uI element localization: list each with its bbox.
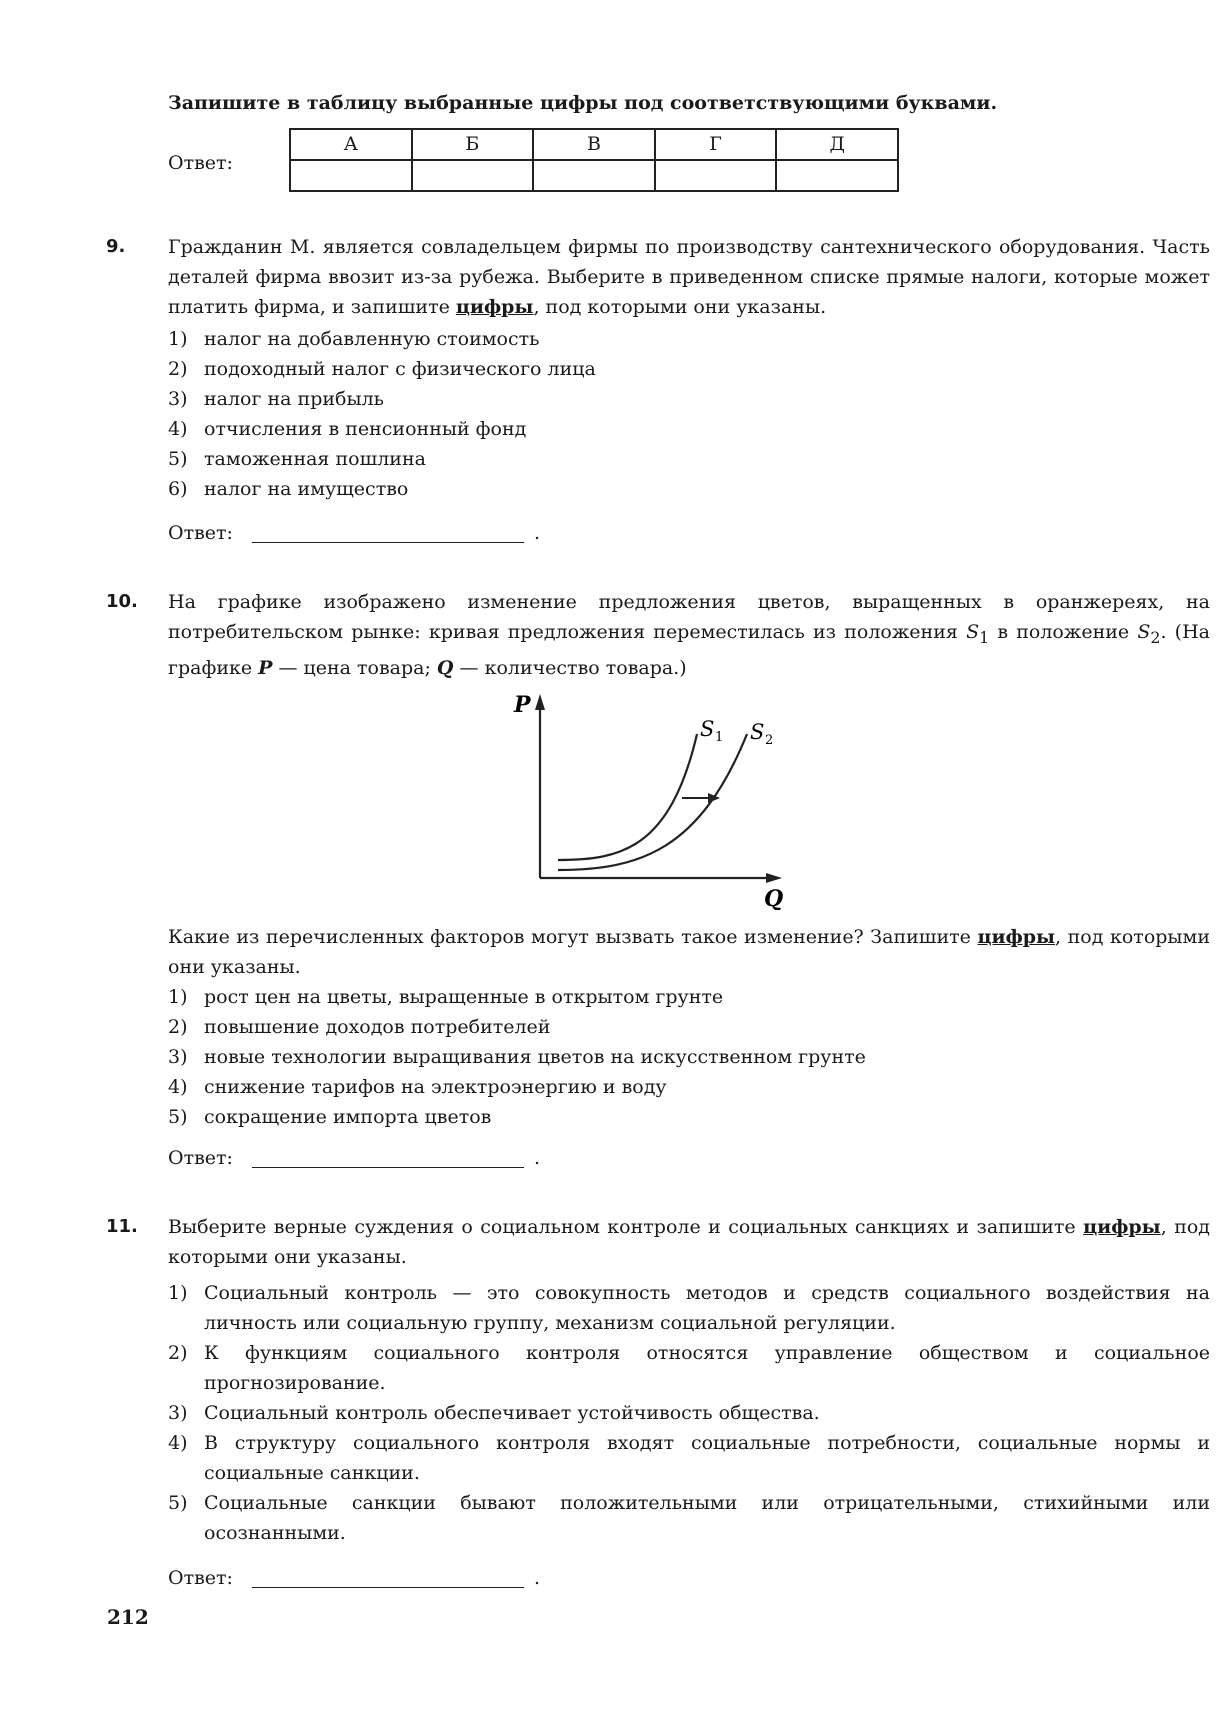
- option-number: 5): [168, 448, 188, 470]
- question-text-end: , под которыми они указаны.: [168, 1216, 1210, 1268]
- option-item: [168, 1488, 1210, 1548]
- option-number: 4): [168, 418, 188, 440]
- option-number: 4): [168, 1076, 188, 1098]
- option-number: 1): [168, 328, 188, 350]
- question-text: Гражданин М. является совладельцем фирмы по производству сантехнического оборудования. Часть деталей фирма ввозит из-за рубежа. Выберите в приведенном списке прямые налоги, которые может платить фирма, и запишите: [168, 236, 1210, 318]
- answer-field-11[interactable]: [252, 1565, 524, 1588]
- options-list: [168, 982, 1210, 1132]
- option-item: [168, 1338, 1210, 1398]
- supply-curve-s2: [558, 734, 747, 870]
- option-text: отчисления в пенсионный фонд: [204, 418, 527, 440]
- question-text-4: — цена товара;: [272, 656, 437, 679]
- option-item: [168, 324, 1210, 354]
- options-list: [168, 324, 1210, 504]
- task-number: 11.: [106, 1216, 138, 1237]
- s2-subscript: 2: [1150, 627, 1161, 647]
- answer-cell-d[interactable]: [776, 160, 898, 191]
- answer-cell-a[interactable]: [290, 160, 412, 191]
- option-item: [168, 1278, 1210, 1338]
- option-number: 1): [168, 986, 188, 1008]
- option-number: 3): [168, 1046, 188, 1068]
- answer-table: [289, 128, 899, 192]
- answer-field-10[interactable]: [252, 1145, 524, 1168]
- answer-table-header-b: Б: [412, 129, 534, 160]
- supply-shift-graph: [510, 690, 790, 910]
- table-instruction: Запишите в таблицу выбранные цифры под соответствующими буквами.: [168, 92, 998, 114]
- option-item: [168, 1042, 1210, 1072]
- answer-dot-10: .: [534, 1147, 541, 1169]
- option-item: [168, 414, 1210, 444]
- task-question: [168, 232, 1210, 322]
- option-text: Социальный контроль обеспечивает устойчивость общества.: [204, 1402, 820, 1424]
- question-text-5: — количество товара.): [453, 656, 687, 679]
- task-number: 9.: [106, 236, 126, 257]
- option-item: [168, 982, 1210, 1012]
- answer-cell-v[interactable]: [533, 160, 655, 191]
- answer-label-8: Ответ:: [168, 152, 233, 174]
- answer-field-9[interactable]: [252, 520, 524, 543]
- option-item: [168, 1398, 1210, 1428]
- option-text: таможенная пошлина: [204, 448, 426, 470]
- option-number: 3): [168, 388, 188, 410]
- answer-table-header-row: [290, 129, 898, 160]
- option-item: [168, 384, 1210, 414]
- option-item: [168, 1012, 1210, 1042]
- answer-label-9: Ответ:: [168, 522, 233, 544]
- option-item: [168, 474, 1210, 504]
- option-text: К функциям социального контроля относятся управление обществом и социальное прогнозирование.: [204, 1342, 1210, 1394]
- s1-label: S: [700, 717, 715, 741]
- option-text: сокращение импорта цветов: [204, 1106, 492, 1128]
- x-axis-arrow: [766, 873, 782, 883]
- s1-symbol: S: [966, 621, 980, 643]
- option-number: 6): [168, 478, 188, 500]
- question-text-3: . (На графике: [168, 621, 1210, 679]
- option-number: 5): [168, 1106, 188, 1128]
- answer-cell-b[interactable]: [412, 160, 534, 191]
- answer-table-header-g: Г: [655, 129, 777, 160]
- option-item: [168, 444, 1210, 474]
- supply-curve-s1: [558, 734, 697, 860]
- question-text-2: в положение: [989, 621, 1138, 643]
- option-text: повышение доходов потребителей: [204, 1016, 551, 1038]
- option-text: снижение тарифов на электроэнергию и воду: [204, 1076, 667, 1098]
- y-axis-label: P: [514, 692, 531, 718]
- page-number: 212: [107, 1605, 149, 1629]
- answer-table-input-row: [290, 160, 898, 191]
- option-text: подоходный налог с физического лица: [204, 358, 596, 380]
- s1-label-sub: 1: [715, 730, 724, 745]
- question-text: Выберите верные суждения о социальном контроле и социальных санкциях и запишите: [168, 1216, 1084, 1238]
- task-number: 10.: [106, 591, 138, 612]
- option-item: [168, 1428, 1210, 1488]
- option-number: 2): [168, 1342, 188, 1364]
- answer-cell-g[interactable]: [655, 160, 777, 191]
- options-list: [168, 1278, 1210, 1548]
- highlight-word: цифры: [1083, 1216, 1161, 1238]
- s2-label: S: [750, 720, 765, 744]
- x-axis-label: Q: [764, 886, 784, 910]
- option-text: налог на имущество: [204, 478, 409, 500]
- option-text: новые технологии выращивания цветов на искусственном грунте: [204, 1046, 866, 1068]
- answer-table-header-v: В: [533, 129, 655, 160]
- answer-dot-11: .: [534, 1567, 541, 1589]
- highlight-word: цифры: [455, 296, 534, 318]
- option-text: Социальные санкции бывают положительными или отрицательными, стихийными или осознанными.: [204, 1492, 1210, 1544]
- option-text: налог на добавленную стоимость: [204, 328, 540, 350]
- option-text: налог на прибыль: [204, 388, 384, 410]
- s2-label-sub: 2: [765, 733, 774, 748]
- option-item: [168, 1072, 1210, 1102]
- option-number: 4): [168, 1432, 188, 1454]
- answer-dot-9: .: [534, 522, 541, 544]
- option-text: В структуру социального контроля входят социальные потребности, социальные нормы и социальные санкции.: [204, 1432, 1210, 1484]
- highlight-word: цифры: [977, 926, 1056, 948]
- answer-label-11: Ответ:: [168, 1567, 233, 1589]
- task-question: [168, 1212, 1210, 1272]
- question-text: На графике изображено изменение предложения цветов, выращенных в оранжереях, на потребительском рынке: кривая предложения переместилась из положения: [168, 591, 1210, 643]
- factors-question: [168, 922, 1210, 982]
- y-axis-arrow: [535, 694, 545, 710]
- answer-table-header-a: А: [290, 129, 412, 160]
- s1-subscript: 1: [979, 627, 990, 647]
- option-number: 2): [168, 358, 188, 380]
- option-text: рост цен на цветы, выращенные в открытом грунте: [204, 986, 724, 1008]
- shift-arrow-head: [708, 793, 720, 803]
- q-symbol: Q: [436, 656, 454, 679]
- question-text-end: , под которыми они указаны.: [168, 926, 1210, 978]
- s2-symbol: S: [1137, 621, 1151, 643]
- question-text-end: , под которыми они указаны.: [533, 296, 827, 318]
- option-text: Социальный контроль — это совокупность методов и средств социального воздействия на личность или социальную группу, механизм социальной регуляции.: [204, 1282, 1210, 1334]
- question-text: Какие из перечисленных факторов могут вызвать такое изменение? Запишите: [168, 926, 978, 948]
- answer-label-10: Ответ:: [168, 1147, 233, 1169]
- task-question: [168, 587, 1210, 683]
- option-number: 1): [168, 1282, 188, 1304]
- option-number: 3): [168, 1402, 188, 1424]
- p-symbol: P: [258, 656, 273, 679]
- option-number: 2): [168, 1016, 188, 1038]
- answer-table-header-d: Д: [776, 129, 898, 160]
- option-number: 5): [168, 1492, 188, 1514]
- option-item: [168, 1102, 1210, 1132]
- option-item: [168, 354, 1210, 384]
